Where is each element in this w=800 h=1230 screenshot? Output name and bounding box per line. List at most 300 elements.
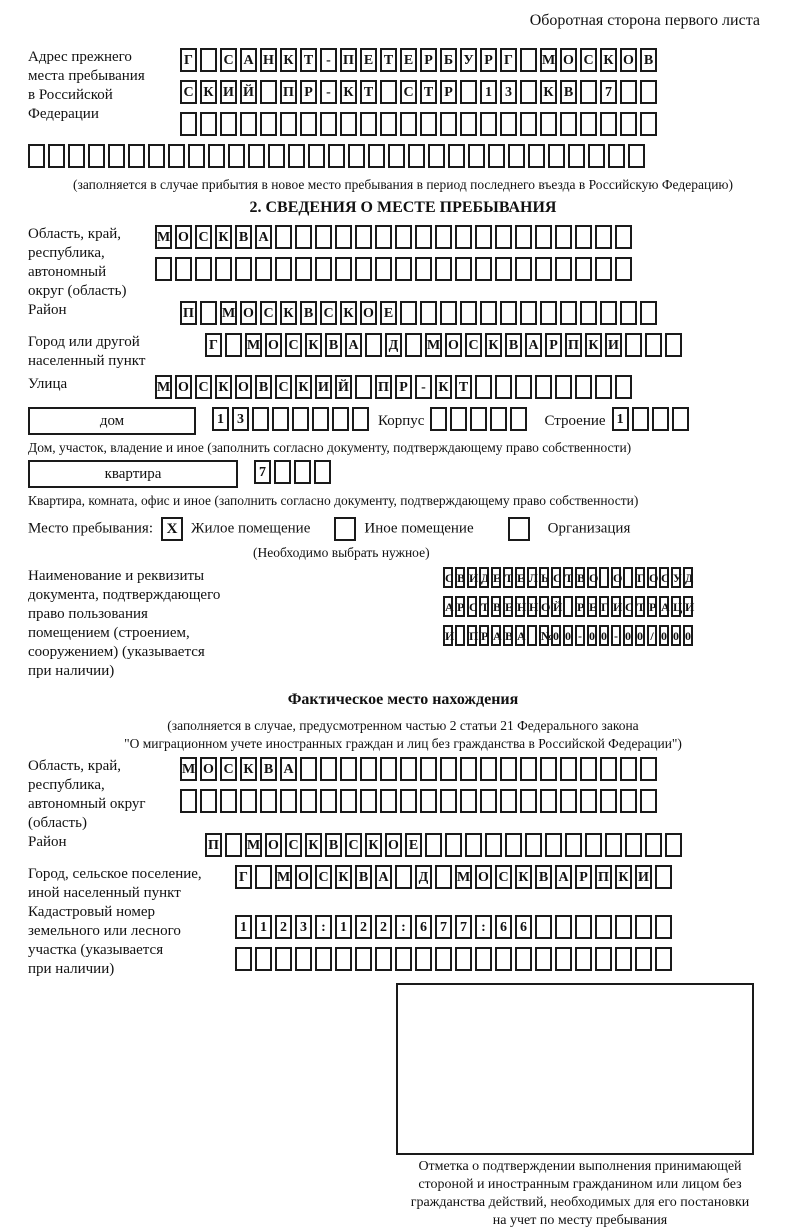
- char-box[interactable]: [315, 257, 332, 281]
- char-box[interactable]: [225, 333, 242, 357]
- char-box[interactable]: [460, 301, 477, 325]
- char-box[interactable]: В: [325, 833, 342, 857]
- char-box[interactable]: [595, 225, 612, 249]
- char-box[interactable]: Н: [515, 596, 525, 617]
- char-box[interactable]: К: [305, 833, 322, 857]
- char-box[interactable]: Р: [647, 596, 657, 617]
- char-box[interactable]: С: [580, 48, 597, 72]
- char-box[interactable]: К: [200, 80, 217, 104]
- char-box[interactable]: [575, 257, 592, 281]
- char-box[interactable]: Е: [491, 567, 501, 588]
- char-box[interactable]: [455, 257, 472, 281]
- char-box[interactable]: Т: [455, 375, 472, 399]
- char-box[interactable]: Т: [420, 80, 437, 104]
- char-box[interactable]: [420, 789, 437, 813]
- char-box[interactable]: 7: [435, 915, 452, 939]
- char-box[interactable]: Г: [235, 865, 252, 889]
- char-box[interactable]: [588, 144, 605, 168]
- char-box[interactable]: К: [335, 865, 352, 889]
- char-box[interactable]: [655, 947, 672, 971]
- char-box[interactable]: П: [467, 625, 477, 646]
- char-box[interactable]: [420, 301, 437, 325]
- char-box[interactable]: 0: [599, 625, 609, 646]
- char-box[interactable]: О: [175, 225, 192, 249]
- char-box[interactable]: [635, 915, 652, 939]
- char-box[interactable]: [395, 225, 412, 249]
- char-box[interactable]: 0: [683, 625, 693, 646]
- char-box[interactable]: [555, 225, 572, 249]
- char-box[interactable]: [355, 257, 372, 281]
- char-box[interactable]: О: [539, 596, 549, 617]
- char-box[interactable]: [252, 407, 269, 431]
- char-box[interactable]: :: [395, 915, 412, 939]
- char-box[interactable]: [652, 407, 669, 431]
- char-box[interactable]: [535, 257, 552, 281]
- char-box[interactable]: [360, 112, 377, 136]
- char-box[interactable]: К: [240, 757, 257, 781]
- char-box[interactable]: В: [575, 567, 585, 588]
- char-box[interactable]: Р: [395, 375, 412, 399]
- char-box[interactable]: О: [647, 567, 657, 588]
- char-box[interactable]: [548, 144, 565, 168]
- char-box[interactable]: [240, 789, 257, 813]
- kvartira-type-field[interactable]: квартира: [28, 460, 238, 488]
- char-box[interactable]: Е: [587, 596, 597, 617]
- char-box[interactable]: 7: [600, 80, 617, 104]
- char-box[interactable]: [400, 301, 417, 325]
- char-box[interactable]: -: [320, 48, 337, 72]
- char-box[interactable]: [215, 257, 232, 281]
- char-box[interactable]: Й: [240, 80, 257, 104]
- char-box[interactable]: [272, 407, 289, 431]
- char-box[interactable]: №: [539, 625, 549, 646]
- char-box[interactable]: [355, 225, 372, 249]
- char-box[interactable]: [220, 112, 237, 136]
- char-box[interactable]: [332, 407, 349, 431]
- char-box[interactable]: 1: [235, 915, 252, 939]
- char-box[interactable]: 0: [623, 625, 633, 646]
- char-box[interactable]: [615, 257, 632, 281]
- char-box[interactable]: Т: [479, 596, 489, 617]
- char-box[interactable]: [440, 757, 457, 781]
- char-box[interactable]: [68, 144, 85, 168]
- char-box[interactable]: [428, 144, 445, 168]
- char-box[interactable]: [395, 865, 412, 889]
- char-box[interactable]: 2: [355, 915, 372, 939]
- char-box[interactable]: Д: [385, 333, 402, 357]
- char-box[interactable]: [535, 947, 552, 971]
- char-box[interactable]: [352, 407, 369, 431]
- char-box[interactable]: [400, 112, 417, 136]
- char-box[interactable]: [375, 225, 392, 249]
- char-box[interactable]: [568, 144, 585, 168]
- char-box[interactable]: [620, 80, 637, 104]
- char-box[interactable]: О: [265, 333, 282, 357]
- char-box[interactable]: [455, 947, 472, 971]
- char-box[interactable]: С: [260, 301, 277, 325]
- char-box[interactable]: О: [295, 865, 312, 889]
- checkbox-inoe-pomeshchenie[interactable]: [334, 517, 356, 541]
- char-box[interactable]: А: [515, 625, 525, 646]
- char-box[interactable]: Р: [480, 48, 497, 72]
- char-box[interactable]: [275, 225, 292, 249]
- char-box[interactable]: [235, 947, 252, 971]
- char-box[interactable]: Е: [400, 48, 417, 72]
- char-box[interactable]: И: [443, 625, 453, 646]
- char-box[interactable]: [599, 567, 609, 588]
- char-box[interactable]: [400, 789, 417, 813]
- char-box[interactable]: [360, 789, 377, 813]
- checkbox-organizatsiya[interactable]: [508, 517, 530, 541]
- char-box[interactable]: М: [275, 865, 292, 889]
- char-box[interactable]: О: [611, 567, 621, 588]
- char-box[interactable]: [348, 144, 365, 168]
- char-box[interactable]: [365, 333, 382, 357]
- char-box[interactable]: [368, 144, 385, 168]
- char-box[interactable]: 0: [635, 625, 645, 646]
- char-box[interactable]: [48, 144, 65, 168]
- char-box[interactable]: Р: [300, 80, 317, 104]
- char-box[interactable]: [585, 833, 602, 857]
- char-box[interactable]: А: [240, 48, 257, 72]
- char-box[interactable]: [575, 375, 592, 399]
- char-box[interactable]: 1: [255, 915, 272, 939]
- char-box[interactable]: М: [155, 225, 172, 249]
- char-box[interactable]: [495, 225, 512, 249]
- char-box[interactable]: 6: [495, 915, 512, 939]
- char-box[interactable]: С: [320, 301, 337, 325]
- char-box[interactable]: [615, 947, 632, 971]
- char-box[interactable]: [248, 144, 265, 168]
- char-box[interactable]: [420, 757, 437, 781]
- char-box[interactable]: 0: [587, 625, 597, 646]
- char-box[interactable]: А: [555, 865, 572, 889]
- char-box[interactable]: [520, 757, 537, 781]
- char-box[interactable]: С: [467, 596, 477, 617]
- char-box[interactable]: А: [491, 625, 501, 646]
- char-box[interactable]: [470, 407, 487, 431]
- char-box[interactable]: [312, 407, 329, 431]
- char-box[interactable]: [665, 333, 682, 357]
- char-box[interactable]: К: [540, 80, 557, 104]
- char-box[interactable]: С: [195, 225, 212, 249]
- char-box[interactable]: [440, 301, 457, 325]
- char-box[interactable]: [575, 915, 592, 939]
- char-box[interactable]: [335, 225, 352, 249]
- char-box[interactable]: -: [320, 80, 337, 104]
- char-box[interactable]: [300, 789, 317, 813]
- checkbox-zhiloe-pomeshchenie[interactable]: X: [161, 517, 183, 541]
- char-box[interactable]: В: [300, 301, 317, 325]
- char-box[interactable]: [608, 144, 625, 168]
- char-box[interactable]: Н: [260, 48, 277, 72]
- char-box[interactable]: У: [671, 567, 681, 588]
- char-box[interactable]: [175, 257, 192, 281]
- char-box[interactable]: Р: [455, 596, 465, 617]
- char-box[interactable]: К: [515, 865, 532, 889]
- char-box[interactable]: [465, 833, 482, 857]
- char-box[interactable]: В: [505, 333, 522, 357]
- char-box[interactable]: [520, 80, 537, 104]
- char-box[interactable]: И: [467, 567, 477, 588]
- char-box[interactable]: [295, 257, 312, 281]
- char-box[interactable]: [485, 833, 502, 857]
- char-box[interactable]: П: [565, 333, 582, 357]
- char-box[interactable]: М: [155, 375, 172, 399]
- char-box[interactable]: [200, 301, 217, 325]
- char-box[interactable]: Е: [515, 567, 525, 588]
- char-box[interactable]: [628, 144, 645, 168]
- char-box[interactable]: П: [340, 48, 357, 72]
- char-box[interactable]: В: [491, 596, 501, 617]
- char-box[interactable]: [495, 947, 512, 971]
- char-box[interactable]: К: [365, 833, 382, 857]
- char-box[interactable]: [300, 112, 317, 136]
- char-box[interactable]: [555, 915, 572, 939]
- char-box[interactable]: Т: [300, 48, 317, 72]
- char-box[interactable]: [560, 757, 577, 781]
- char-box[interactable]: [555, 947, 572, 971]
- char-box[interactable]: [545, 833, 562, 857]
- char-box[interactable]: [595, 257, 612, 281]
- char-box[interactable]: [508, 144, 525, 168]
- char-box[interactable]: С: [285, 833, 302, 857]
- char-box[interactable]: [200, 112, 217, 136]
- char-box[interactable]: [292, 407, 309, 431]
- char-box[interactable]: [460, 789, 477, 813]
- char-box[interactable]: Е: [360, 48, 377, 72]
- char-box[interactable]: [448, 144, 465, 168]
- char-box[interactable]: Е: [380, 301, 397, 325]
- char-box[interactable]: [535, 225, 552, 249]
- char-box[interactable]: [260, 789, 277, 813]
- dom-type-field[interactable]: дом: [28, 407, 196, 435]
- char-box[interactable]: [180, 112, 197, 136]
- char-box[interactable]: -: [415, 375, 432, 399]
- char-box[interactable]: В: [235, 225, 252, 249]
- char-box[interactable]: М: [455, 865, 472, 889]
- char-box[interactable]: О: [265, 833, 282, 857]
- char-box[interactable]: [600, 789, 617, 813]
- char-box[interactable]: А: [280, 757, 297, 781]
- char-box[interactable]: [295, 225, 312, 249]
- char-box[interactable]: С: [400, 80, 417, 104]
- char-box[interactable]: 1: [335, 915, 352, 939]
- char-box[interactable]: У: [460, 48, 477, 72]
- char-box[interactable]: 3: [295, 915, 312, 939]
- char-box[interactable]: В: [355, 865, 372, 889]
- char-box[interactable]: [495, 257, 512, 281]
- char-box[interactable]: [435, 865, 452, 889]
- char-box[interactable]: И: [683, 596, 693, 617]
- char-box[interactable]: С: [275, 375, 292, 399]
- char-box[interactable]: [314, 460, 331, 484]
- char-box[interactable]: 2: [375, 915, 392, 939]
- char-box[interactable]: -: [611, 625, 621, 646]
- char-box[interactable]: Т: [503, 567, 513, 588]
- char-box[interactable]: К: [305, 333, 322, 357]
- char-box[interactable]: Т: [380, 48, 397, 72]
- char-box[interactable]: 7: [254, 460, 271, 484]
- char-box[interactable]: Р: [575, 865, 592, 889]
- char-box[interactable]: О: [587, 567, 597, 588]
- char-box[interactable]: [475, 947, 492, 971]
- char-box[interactable]: Т: [360, 80, 377, 104]
- char-box[interactable]: [527, 625, 537, 646]
- char-box[interactable]: Й: [335, 375, 352, 399]
- char-box[interactable]: [148, 144, 165, 168]
- char-box[interactable]: 2: [275, 915, 292, 939]
- char-box[interactable]: Г: [180, 48, 197, 72]
- char-box[interactable]: [355, 947, 372, 971]
- char-box[interactable]: [455, 625, 465, 646]
- char-box[interactable]: С: [285, 333, 302, 357]
- char-box[interactable]: [415, 947, 432, 971]
- char-box[interactable]: А: [443, 596, 453, 617]
- char-box[interactable]: М: [180, 757, 197, 781]
- char-box[interactable]: [440, 112, 457, 136]
- char-box[interactable]: [560, 789, 577, 813]
- char-box[interactable]: [525, 833, 542, 857]
- char-box[interactable]: А: [345, 333, 362, 357]
- char-box[interactable]: [415, 225, 432, 249]
- char-box[interactable]: С: [195, 375, 212, 399]
- char-box[interactable]: [520, 789, 537, 813]
- char-box[interactable]: В: [640, 48, 657, 72]
- char-box[interactable]: [500, 301, 517, 325]
- char-box[interactable]: /: [647, 625, 657, 646]
- char-box[interactable]: [255, 865, 272, 889]
- char-box[interactable]: [295, 947, 312, 971]
- char-box[interactable]: [320, 789, 337, 813]
- char-box[interactable]: [340, 789, 357, 813]
- char-box[interactable]: [388, 144, 405, 168]
- char-box[interactable]: [260, 112, 277, 136]
- char-box[interactable]: Т: [635, 596, 645, 617]
- char-box[interactable]: [520, 112, 537, 136]
- char-box[interactable]: [88, 144, 105, 168]
- char-box[interactable]: [355, 375, 372, 399]
- char-box[interactable]: [520, 301, 537, 325]
- char-box[interactable]: [600, 112, 617, 136]
- char-box[interactable]: [335, 257, 352, 281]
- char-box[interactable]: П: [280, 80, 297, 104]
- char-box[interactable]: О: [560, 48, 577, 72]
- char-box[interactable]: [360, 757, 377, 781]
- char-box[interactable]: [625, 833, 642, 857]
- char-box[interactable]: [340, 112, 357, 136]
- char-box[interactable]: [225, 833, 242, 857]
- char-box[interactable]: К: [340, 80, 357, 104]
- char-box[interactable]: [515, 375, 532, 399]
- char-box[interactable]: К: [600, 48, 617, 72]
- char-box[interactable]: [555, 257, 572, 281]
- char-box[interactable]: [315, 947, 332, 971]
- char-box[interactable]: 3: [232, 407, 249, 431]
- char-box[interactable]: [468, 144, 485, 168]
- char-box[interactable]: [515, 257, 532, 281]
- char-box[interactable]: [274, 460, 291, 484]
- char-box[interactable]: К: [215, 375, 232, 399]
- char-box[interactable]: [445, 833, 462, 857]
- char-box[interactable]: [500, 789, 517, 813]
- char-box[interactable]: [535, 375, 552, 399]
- char-box[interactable]: 0: [563, 625, 573, 646]
- char-box[interactable]: [635, 947, 652, 971]
- char-box[interactable]: К: [585, 333, 602, 357]
- char-box[interactable]: П: [205, 833, 222, 857]
- char-box[interactable]: С: [180, 80, 197, 104]
- char-box[interactable]: П: [595, 865, 612, 889]
- char-box[interactable]: Е: [405, 833, 422, 857]
- char-box[interactable]: [240, 112, 257, 136]
- char-box[interactable]: [595, 915, 612, 939]
- char-box[interactable]: В: [455, 567, 465, 588]
- char-box[interactable]: [208, 144, 225, 168]
- char-box[interactable]: А: [525, 333, 542, 357]
- char-box[interactable]: Л: [527, 567, 537, 588]
- char-box[interactable]: [560, 112, 577, 136]
- char-box[interactable]: М: [425, 333, 442, 357]
- char-box[interactable]: Г: [500, 48, 517, 72]
- char-box[interactable]: 1: [480, 80, 497, 104]
- char-box[interactable]: Ц: [671, 596, 681, 617]
- char-box[interactable]: [315, 225, 332, 249]
- char-box[interactable]: Р: [479, 625, 489, 646]
- char-box[interactable]: [425, 833, 442, 857]
- char-box[interactable]: П: [180, 301, 197, 325]
- char-box[interactable]: [515, 947, 532, 971]
- char-box[interactable]: [380, 757, 397, 781]
- char-box[interactable]: Е: [503, 596, 513, 617]
- char-box[interactable]: [540, 789, 557, 813]
- char-box[interactable]: [435, 947, 452, 971]
- char-box[interactable]: [575, 225, 592, 249]
- char-box[interactable]: [260, 80, 277, 104]
- char-box[interactable]: [615, 375, 632, 399]
- char-box[interactable]: О: [200, 757, 217, 781]
- char-box[interactable]: [440, 789, 457, 813]
- char-box[interactable]: [200, 48, 217, 72]
- char-box[interactable]: [672, 407, 689, 431]
- char-box[interactable]: [180, 789, 197, 813]
- char-box[interactable]: В: [560, 80, 577, 104]
- char-box[interactable]: [580, 112, 597, 136]
- char-box[interactable]: Р: [575, 596, 585, 617]
- char-box[interactable]: С: [551, 567, 561, 588]
- char-box[interactable]: [128, 144, 145, 168]
- char-box[interactable]: Р: [420, 48, 437, 72]
- char-box[interactable]: 6: [415, 915, 432, 939]
- char-box[interactable]: 0: [551, 625, 561, 646]
- char-box[interactable]: [515, 225, 532, 249]
- char-box[interactable]: И: [220, 80, 237, 104]
- char-box[interactable]: [560, 301, 577, 325]
- char-box[interactable]: С: [465, 333, 482, 357]
- char-box[interactable]: [490, 407, 507, 431]
- char-box[interactable]: [510, 407, 527, 431]
- char-box[interactable]: [500, 757, 517, 781]
- char-box[interactable]: [255, 947, 272, 971]
- char-box[interactable]: Т: [563, 567, 573, 588]
- char-box[interactable]: Й: [551, 596, 561, 617]
- char-box[interactable]: С: [659, 567, 669, 588]
- char-box[interactable]: [328, 144, 345, 168]
- char-box[interactable]: В: [325, 333, 342, 357]
- char-box[interactable]: 7: [455, 915, 472, 939]
- char-box[interactable]: 0: [659, 625, 669, 646]
- char-box[interactable]: И: [605, 333, 622, 357]
